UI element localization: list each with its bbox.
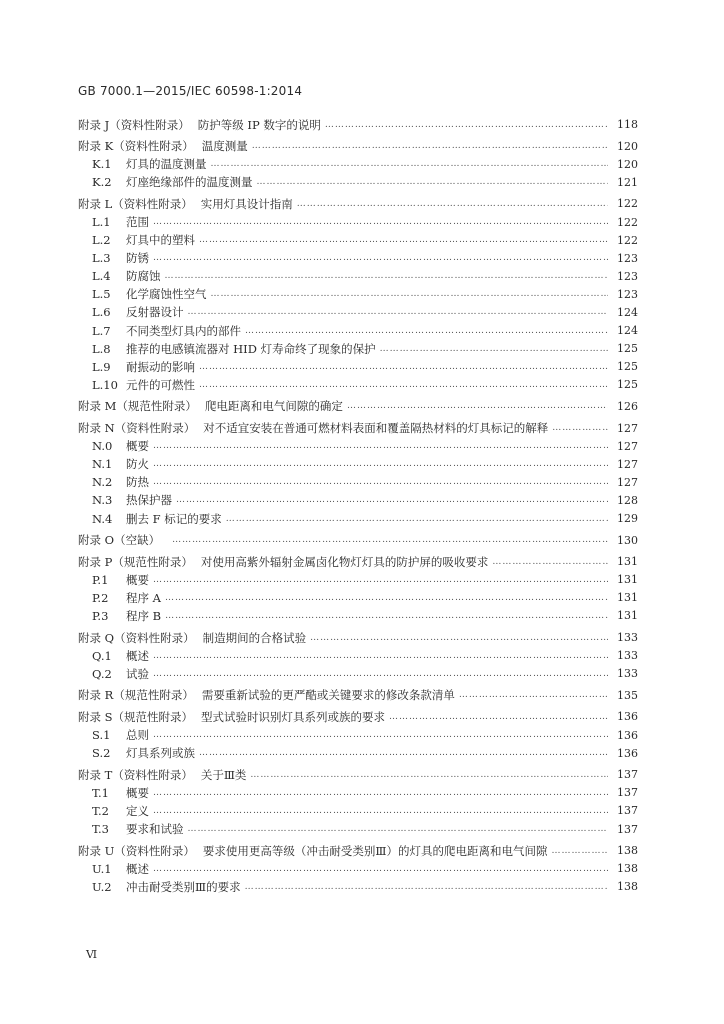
leader-dots [347, 401, 608, 411]
entry-title: 化学腐蚀性空气 [126, 287, 207, 302]
section-number: Q.2 [92, 666, 112, 681]
entry-page-number: 122 [617, 215, 638, 229]
entry-title: 概要 [126, 439, 149, 454]
entry-title: 删去 F 标记的要求 [126, 511, 222, 526]
entry-page-number: 130 [617, 533, 638, 547]
entry-title: 元件的可燃性 [126, 377, 195, 392]
section-number: T.3 [92, 822, 109, 837]
leader-dots [245, 882, 608, 892]
entry-title: 试验 [126, 666, 149, 681]
section-number: N.1 [92, 457, 113, 472]
section-number: L.10 [92, 377, 118, 392]
leader-dots [153, 477, 608, 487]
leader-dots [245, 326, 608, 336]
entry-page-number: 138 [617, 880, 638, 894]
entry-title: 对使用高紫外辐射金属卤化物灯灯具的防护屏的吸收要求 [200, 554, 489, 569]
toc-subsection-entry[interactable] [78, 173, 638, 191]
toc-appendix-entry[interactable] [78, 629, 638, 647]
entry-title: 概述 [126, 861, 149, 876]
toc-subsection-entry[interactable] [78, 878, 638, 896]
entry-page-number: 123 [617, 287, 638, 301]
leader-dots [188, 307, 609, 317]
toc-subsection-entry[interactable] [78, 589, 638, 607]
entry-page-number: 123 [617, 269, 638, 283]
appendix-label: 附录 U（资料性附录） [78, 843, 195, 858]
entry-page-number: 133 [617, 631, 638, 645]
leader-dots [199, 235, 608, 245]
entry-title: 型式试验时识别灯具系列或族的要求 [201, 709, 386, 724]
leader-dots [153, 253, 608, 263]
leader-dots [165, 593, 608, 603]
page-number: Ⅵ [86, 948, 98, 961]
appendix-label: 附录 R（规范性附录） [78, 688, 194, 703]
entry-title: 防锈 [126, 251, 149, 266]
toc-subsection-entry[interactable] [78, 358, 638, 376]
appendix-label: 附录 M（规范性附录） [78, 399, 197, 414]
leader-dots [211, 159, 609, 169]
leader-dots [257, 177, 609, 187]
leader-dots [492, 557, 608, 567]
entry-page-number: 137 [617, 804, 638, 818]
entry-page-number: 118 [617, 118, 638, 132]
entry-title: 冲击耐受类别Ⅲ的要求 [126, 879, 241, 894]
entry-page-number: 125 [617, 360, 638, 374]
section-number: N.4 [92, 511, 113, 526]
entry-page-number: 122 [617, 197, 638, 211]
entry-page-number: 127 [617, 457, 638, 471]
section-number: K.1 [92, 157, 112, 172]
toc-appendix-entry[interactable] [78, 686, 638, 704]
section-number: L.8 [92, 341, 111, 356]
section-number: S.1 [92, 728, 111, 743]
entry-title: 对不适宜安装在普通可燃材料表面和覆盖隔热材料的灯具标记的解释 [203, 421, 549, 436]
toc-appendix-entry[interactable] [78, 116, 638, 134]
leader-dots [153, 459, 608, 469]
leader-dots [153, 575, 608, 585]
section-number: T.1 [92, 785, 109, 800]
entry-title: 程序 B [126, 608, 162, 623]
toc-subsection-entry[interactable] [78, 744, 638, 762]
leader-dots [176, 495, 608, 505]
entry-page-number: 131 [617, 555, 638, 569]
appendix-label: 附录 Q（资料性附录） [78, 630, 195, 645]
entry-page-number: 121 [617, 175, 638, 189]
leader-dots [552, 423, 608, 433]
entry-page-number: 136 [617, 746, 638, 760]
entry-page-number: 137 [617, 822, 638, 836]
entry-title: 灯具的温度测量 [126, 157, 207, 172]
entry-page-number: 120 [617, 139, 638, 153]
leader-dots [153, 669, 608, 679]
toc-appendix-entry[interactable] [78, 397, 638, 415]
entry-title: 程序 A [126, 590, 161, 605]
entry-page-number: 124 [617, 324, 638, 338]
entry-page-number: 129 [617, 512, 638, 526]
entry-title: 实用灯具设计指南 [200, 196, 293, 211]
entry-page-number: 136 [617, 710, 638, 724]
leader-dots [188, 824, 609, 834]
entry-page-number: 127 [617, 421, 638, 435]
entry-page-number: 135 [617, 688, 638, 702]
entry-title: 热保护器 [126, 493, 172, 508]
toc-subsection-entry[interactable] [78, 322, 638, 340]
entry-title: 防热 [126, 475, 149, 490]
toc-subsection-entry[interactable] [78, 376, 638, 394]
toc-subsection-entry[interactable] [78, 820, 638, 838]
section-number: L.1 [92, 215, 111, 230]
entry-title: 定义 [126, 803, 149, 818]
entry-title: 耐振动的影响 [126, 359, 195, 374]
entry-title: 总则 [126, 728, 149, 743]
entry-title: 要求使用更高等级（冲击耐受类别Ⅲ）的灯具的爬电距离和电气间隙 [202, 843, 548, 858]
entry-page-number: 133 [617, 667, 638, 681]
entry-page-number: 120 [617, 157, 638, 171]
toc-subsection-entry[interactable] [78, 726, 638, 744]
table-of-contents [78, 112, 638, 896]
leader-dots [226, 514, 608, 524]
entry-page-number: 127 [617, 439, 638, 453]
toc-subsection-entry[interactable] [78, 784, 638, 802]
section-number: N.0 [92, 439, 113, 454]
entry-page-number: 122 [617, 233, 638, 247]
section-number: P.2 [92, 590, 109, 605]
leader-dots [199, 380, 608, 390]
leader-dots [325, 120, 608, 130]
entry-title: 要求和试验 [126, 822, 184, 837]
toc-appendix-entry[interactable] [78, 553, 638, 571]
document-header: GB 7000.1—2015/IEC 60598-1:2014 [78, 84, 303, 98]
toc-subsection-entry[interactable] [78, 213, 638, 231]
leader-dots [153, 441, 608, 451]
section-number: K.2 [92, 175, 112, 190]
appendix-label: 附录 N（资料性附录） [78, 421, 196, 436]
appendix-label: 附录 J（资料性附录） [78, 117, 190, 132]
toc-subsection-entry[interactable] [78, 802, 638, 820]
toc-subsection-entry[interactable] [78, 571, 638, 589]
entry-page-number: 137 [617, 786, 638, 800]
leader-dots [459, 690, 608, 700]
section-number: P.1 [92, 572, 109, 587]
entry-title: 关于Ⅲ类 [200, 767, 247, 782]
entry-title: 范围 [126, 215, 149, 230]
leader-dots [153, 806, 608, 816]
section-number: L.2 [92, 233, 111, 248]
leader-dots [380, 344, 608, 354]
section-number: L.7 [92, 323, 111, 338]
toc-subsection-entry[interactable] [78, 607, 638, 625]
toc-subsection-entry[interactable] [78, 249, 638, 267]
toc-appendix-entry[interactable] [78, 137, 638, 155]
leader-dots [153, 864, 608, 874]
entry-page-number: 126 [617, 399, 638, 413]
leader-dots [297, 199, 608, 209]
entry-title: 防腐蚀 [126, 269, 161, 284]
leader-dots [211, 289, 609, 299]
leader-dots [153, 651, 608, 661]
leader-dots [199, 748, 608, 758]
entry-page-number: 128 [617, 493, 638, 507]
toc-subsection-entry[interactable] [78, 509, 638, 527]
appendix-label: 附录 O（空缺） [78, 533, 161, 548]
toc-subsection-entry[interactable] [78, 491, 638, 509]
entry-title: 防火 [126, 457, 149, 472]
toc-subsection-entry[interactable] [78, 473, 638, 491]
toc-subsection-entry[interactable] [78, 665, 638, 683]
leader-dots [165, 611, 608, 621]
entry-title: 爬电距离和电气间隙的确定 [204, 399, 343, 414]
entry-title: 灯座绝缘部件的温度测量 [126, 175, 253, 190]
section-number: U.2 [92, 879, 112, 894]
entry-title: 反射器设计 [126, 305, 184, 320]
entry-title: 制造期间的合格试验 [202, 630, 307, 645]
toc-appendix-entry[interactable] [78, 766, 638, 784]
leader-dots [153, 788, 608, 798]
entry-title: 灯具系列或族 [126, 746, 195, 761]
leader-dots [310, 633, 608, 643]
leader-dots [252, 141, 608, 151]
toc-appendix-entry[interactable] [78, 419, 638, 437]
section-number: Q.1 [92, 648, 112, 663]
toc-appendix-entry[interactable] [78, 708, 638, 726]
section-number: S.2 [92, 746, 111, 761]
leader-dots [199, 362, 608, 372]
toc-subsection-entry[interactable] [78, 647, 638, 665]
leader-dots [250, 770, 608, 780]
entry-page-number: 136 [617, 728, 638, 742]
section-number: U.1 [92, 861, 112, 876]
toc-appendix-entry[interactable] [78, 195, 638, 213]
toc-subsection-entry[interactable] [78, 231, 638, 249]
entry-title: 推荐的电感镇流器对 HID 灯寿命终了现象的保护 [126, 341, 376, 356]
entry-page-number: 131 [617, 609, 638, 623]
section-number: L.6 [92, 305, 111, 320]
section-number: L.5 [92, 287, 111, 302]
toc-subsection-entry[interactable] [78, 285, 638, 303]
toc-subsection-entry[interactable] [78, 303, 638, 321]
section-number: L.3 [92, 251, 111, 266]
appendix-label: 附录 K（资料性附录） [78, 139, 194, 154]
section-number: N.2 [92, 475, 113, 490]
entry-page-number: 124 [617, 305, 638, 319]
appendix-label: 附录 T（资料性附录） [78, 767, 193, 782]
section-number: L.4 [92, 269, 111, 284]
entry-title: 概要 [126, 785, 149, 800]
entry-title: 概述 [126, 648, 149, 663]
section-number: T.2 [92, 803, 109, 818]
entry-page-number: 133 [617, 649, 638, 663]
appendix-label: 附录 S（规范性附录） [78, 709, 194, 724]
toc-subsection-entry[interactable] [78, 860, 638, 878]
entry-page-number: 131 [617, 591, 638, 605]
leader-dots [153, 730, 608, 740]
leader-dots [551, 846, 608, 856]
section-number: L.9 [92, 359, 111, 374]
entry-page-number: 138 [617, 862, 638, 876]
entry-page-number: 123 [617, 251, 638, 265]
entry-title: 灯具中的塑料 [126, 233, 195, 248]
entry-title: 概要 [126, 572, 149, 587]
entry-page-number: 137 [617, 768, 638, 782]
entry-page-number: 125 [617, 378, 638, 392]
toc-subsection-entry[interactable] [78, 437, 638, 455]
section-number: P.3 [92, 608, 109, 623]
toc-subsection-entry[interactable] [78, 340, 638, 358]
appendix-label: 附录 P（规范性附录） [78, 554, 193, 569]
section-number: N.3 [92, 493, 113, 508]
entry-page-number: 138 [617, 844, 638, 858]
toc-subsection-entry[interactable] [78, 455, 638, 473]
leader-dots [389, 712, 608, 722]
appendix-label: 附录 L（资料性附录） [78, 196, 193, 211]
entry-page-number: 127 [617, 475, 638, 489]
leader-dots [165, 271, 609, 281]
toc-appendix-entry[interactable] [78, 842, 638, 860]
leader-dots [153, 217, 608, 227]
leader-dots [172, 535, 608, 545]
entry-title: 温度测量 [201, 139, 248, 154]
entry-title: 防护等级 IP 数字的说明 [197, 117, 321, 132]
entry-title: 需要重新试验的更严酷或关键要求的修改条款清单 [201, 688, 455, 703]
toc-appendix-entry[interactable] [78, 531, 638, 549]
toc-subsection-entry[interactable] [78, 155, 638, 173]
toc-subsection-entry[interactable] [78, 267, 638, 285]
entry-page-number: 131 [617, 573, 638, 587]
entry-page-number: 125 [617, 342, 638, 356]
entry-title: 不同类型灯具内的部件 [126, 323, 241, 338]
